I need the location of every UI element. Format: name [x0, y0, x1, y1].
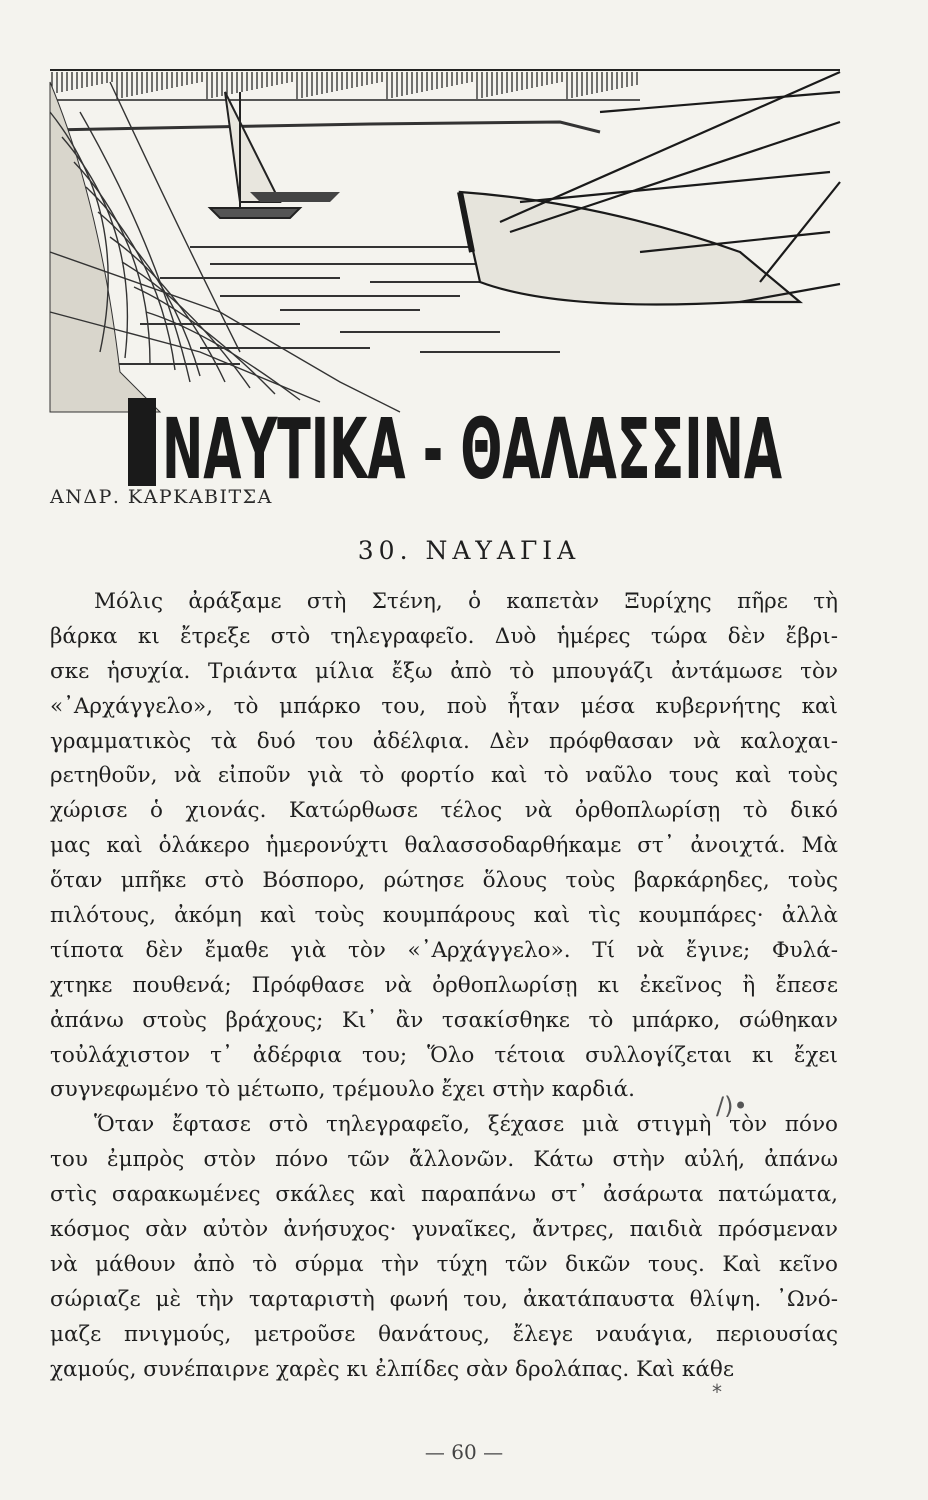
section-title-text: ΝΑΥΤΙΚΑ - ΘΑΛΑΣΣΙΝΑ: [162, 400, 782, 488]
paragraph: [50, 1108, 838, 1387]
text-line: κόσμος σὰν αὐτὸν ἀνήσυχος· γυναῖκες, ἄντρες, παιδιὰ πρόσμεναν: [50, 1217, 838, 1243]
page-number: — 60 —: [424, 1440, 504, 1464]
moored-boat: [460, 72, 840, 305]
text-line: γραμματικὸς τὰ δυό του ἀδέλφια. Δὲν πρόφθασαν νὰ καλοχαι-: [50, 728, 838, 754]
text-line: στὶς σαρακωμένες σκάλες καὶ παραπάνω στ᾿ ἀσάρωτα πατώματα,: [50, 1182, 838, 1208]
text-line: νὰ μάθουν ἀπὸ τὸ σύρμα τὴν τύχη τῶν δικῶν τους. Καὶ κεῖνο: [50, 1251, 838, 1277]
text-line: ἀπάνω στοὺς βράχους; Κι᾿ ἂν τσακίσθηκε τὸ μπάρκο, σώθηκαν: [50, 1007, 838, 1033]
chapter-title: 30. ΝΑΥΑΓΙΑ: [357, 536, 581, 565]
asterisk-mark: *: [712, 1380, 722, 1404]
text-line: χτηκε πουθενά; Πρόφθασε νὰ ὀρθοπλωρίσῃ κι ἐκεῖνος ἢ ἔπεσε: [50, 972, 838, 998]
text-line: τίποτα δὲν ἔμαθε γιὰ τὸν «᾿Αρχάγγελο». Τί νὰ ἔγινε; Φυλά-: [50, 937, 838, 963]
handwritten-mark: /)•: [716, 1092, 748, 1120]
text-line: συγνεφωμένο τὸ μέτωπο, τρέμουλο ἔχει στὴν καρδιά.: [50, 1077, 636, 1103]
text-line: «᾿Αρχάγγελο», τὸ μπάρκο του, ποὺ ἦταν μέσα κυβερνήτης καὶ: [50, 693, 838, 719]
text-line: μαζε πνιγμούς, μετροῦσε θανάτους, ἔλεγε ναυάγια, περιουσίας: [50, 1321, 838, 1347]
text-line: χώρισε ὁ χιονάς. Κατώρθωσε τέλος νὰ ὀρθοπλωρίσῃ τὸ δικό: [50, 798, 838, 824]
rowboat-distant: [250, 192, 340, 202]
paragraph: [50, 585, 838, 1108]
text-line: σκε ἡσυχία. Τριάντα μίλια ἔξω ἀπὸ τὸ μπουγάζι ἀντάμωσε τὸν: [50, 658, 838, 684]
article-body: [50, 585, 838, 1387]
text-line: Ὅταν ἔφτασε στὸ τηλεγραφεῖο, ξέχασε μιὰ στιγμὴ τὸν πόνο: [94, 1112, 838, 1138]
text-line: ρετηθοῦν, νὰ εἰποῦν γιὰ τὸ φορτίο καὶ τὸ ναῦλο τους καὶ τοὺς: [50, 763, 838, 789]
text-line: χαμούς, συνέπαιρνε χαρὲς κι ἐλπίδες σὰν δρολάπας. Καὶ κάθε: [50, 1356, 734, 1382]
title-initial-bar: [128, 398, 156, 486]
illustration-top-border: [50, 70, 840, 100]
text-line: Μόλις ἀράξαμε στὴ Στένη, ὁ καπετὰν Ξυρίχης πῆρε τὴ: [94, 589, 838, 614]
section-title-banner: [128, 398, 788, 488]
text-line: σώριαζε μὲ τὴν ταρταριστὴ φωνή του, ἀκατάπαυστα θλίψη. ᾿Ωνό-: [50, 1286, 838, 1312]
text-line: ὅταν μπῆκε στὸ Βόσπορο, ρώτησε ὅλους τοὺς βαρκάρηδες, τοὺς: [50, 868, 838, 894]
text-line: μας καὶ ὁλάκερο ἡμερονύχτι θαλασσοδαρθήκαμε στ᾿ ἀνοιχτά. Μὰ: [50, 833, 838, 859]
text-line: του ἐμπρὸς στὸν πόνο τῶν ἄλλονῶν. Κάτω στὴν αὐλή, ἀπάνω: [50, 1147, 838, 1173]
author-name: ΑΝΔΡ. ΚΑΡΚΑΒΙΤΣΑ: [50, 486, 273, 508]
text-line: βάρκα κι ἔτρεξε στὸ τηλεγραφεῖο. Δυὸ ἡμέρες τώρα δὲν ἔβρι-: [50, 623, 838, 649]
text-line: πιλότους, ἀκόμη καὶ τοὺς κουμπάρους καὶ τὶς κουμπάρες· ἀλλὰ: [50, 903, 838, 929]
text-line: τοὐλάχιστον τ᾿ ἀδέρφια του; Ὅλο τέτοια συλλογίζεται κι ἔχει: [50, 1042, 838, 1068]
